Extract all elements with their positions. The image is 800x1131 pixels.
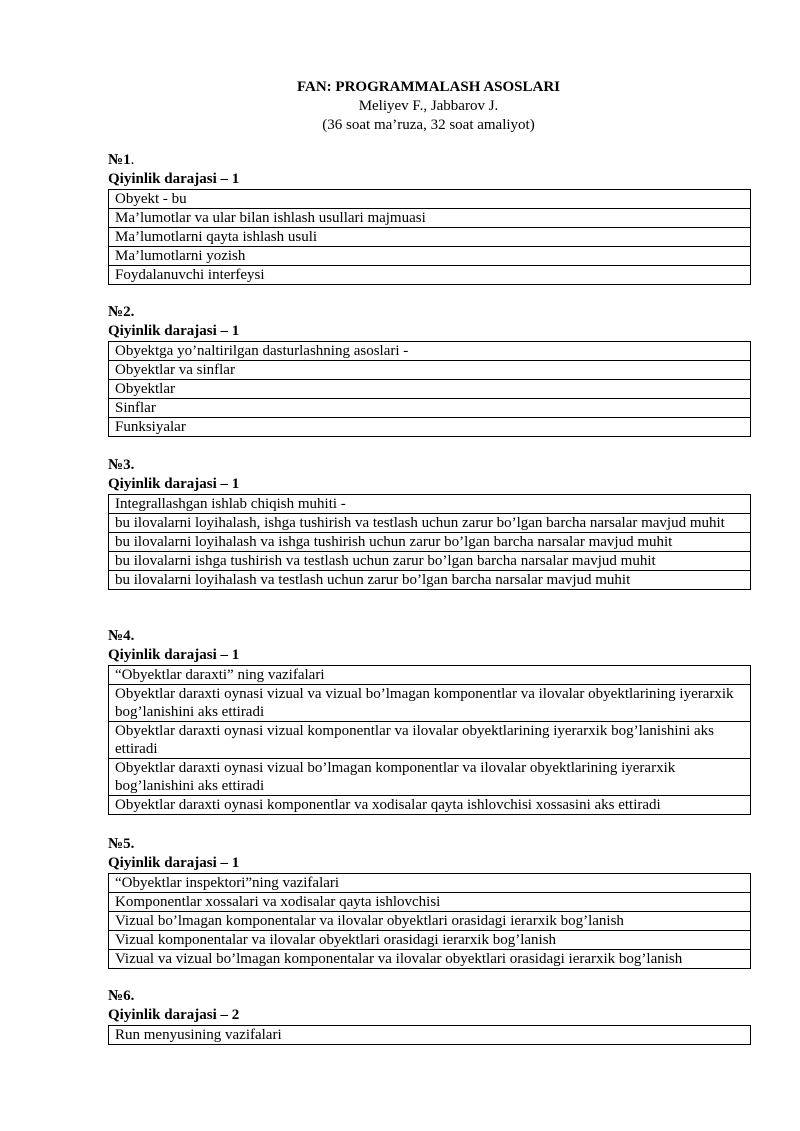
- answer-option-row: [109, 552, 751, 571]
- difficulty-level: Qiyinlik darajasi – 2: [108, 1007, 240, 1023]
- answer-option: Obyektlar: [109, 380, 751, 399]
- question-number: №3.: [108, 457, 135, 473]
- question-stem: Run menyusining vazifalari: [109, 1026, 751, 1045]
- question-stem: “Obyektlar daraxti” ning vazifalari: [109, 666, 751, 685]
- question-stem: “Obyektlar inspektori”ning vazifalari: [109, 874, 751, 893]
- question-table: [108, 665, 751, 815]
- answer-option-row: [109, 228, 751, 247]
- question-table: [108, 341, 751, 437]
- answer-option: Ma’lumotlarni qayta ishlash usuli: [109, 228, 751, 247]
- question-3: [108, 456, 751, 590]
- answer-option: Obyektlar daraxti oynasi vizual komponentlar va ilovalar obyektlarining iyerarxik bog’lanishini aks ettiradi: [109, 722, 751, 759]
- answer-option-row: [109, 399, 751, 418]
- answer-option: Foydalanuvchi interfeysi: [109, 266, 751, 285]
- question-stem: Integrallashgan ishlab chiqish muhiti -: [109, 495, 751, 514]
- answer-option-row: [109, 722, 751, 759]
- answer-option-row: [109, 209, 751, 228]
- answer-option: Obyektlar va sinflar: [109, 361, 751, 380]
- question-stem: Obyekt - bu: [109, 190, 751, 209]
- question-stem: Obyektga yo’naltirilgan dasturlashning asoslari -: [109, 342, 751, 361]
- answer-option: Obyektlar daraxti oynasi vizual va vizual bo’lmagan komponentlar va ilovalar obyektlarining iyerarxik bog’lanishini aks ettiradi: [109, 685, 751, 722]
- answer-option: bu ilovalarni ishga tushirish va testlash uchun zarur bo’lgan barcha narsalar mavjud muhit: [109, 552, 751, 571]
- question-table: [108, 189, 751, 285]
- question-2: [108, 303, 751, 437]
- question-number: №4.: [108, 628, 135, 644]
- answer-option: bu ilovalarni loyihalash va testlash uchun zarur bo’lgan barcha narsalar mavjud muhit: [109, 571, 751, 590]
- question-number: №5.: [108, 836, 135, 852]
- answer-option-row: [109, 571, 751, 590]
- course-title: FAN: PROGRAMMALASH ASOSLARI: [296, 79, 561, 95]
- answer-option: bu ilovalarni loyihalash, ishga tushirish va testlash uchun zarur bo’lgan barcha narsalar mavjud muhit: [109, 514, 751, 533]
- answer-option-row: [109, 266, 751, 285]
- difficulty-level: Qiyinlik darajasi – 1: [108, 476, 240, 492]
- document-header: [0, 78, 800, 135]
- answer-option: Obyektlar daraxti oynasi vizual bo’lmagan komponentlar va ilovalar obyektlarining iyerarxik bog’lanishini aks ettiradi: [109, 759, 751, 796]
- course-hours: (36 soat ma’ruza, 32 soat amaliyot): [322, 117, 535, 133]
- answer-option: Ma’lumotlar va ular bilan ishlash usullari majmuasi: [109, 209, 751, 228]
- answer-option-row: [109, 912, 751, 931]
- course-authors: Meliyev F., Jabbarov J.: [358, 98, 499, 114]
- answer-option-row: [109, 514, 751, 533]
- answer-option-row: [109, 418, 751, 437]
- question-table: [108, 1025, 751, 1045]
- answer-option-row: [109, 950, 751, 969]
- difficulty-level: Qiyinlik darajasi – 1: [108, 171, 240, 187]
- answer-option-row: [109, 796, 751, 815]
- answer-option: Obyektlar daraxti oynasi komponentlar va xodisalar qayta ishlovchisi xossasini aks ettiradi: [109, 796, 751, 815]
- question-number: №2.: [108, 304, 135, 320]
- answer-option: Sinflar: [109, 399, 751, 418]
- answer-option-row: [109, 759, 751, 796]
- question-number: №1.: [108, 152, 135, 168]
- answer-option: Vizual komponentalar va ilovalar obyektlari orasidagi ierarxik bog’lanish: [109, 931, 751, 950]
- question-stem-row: [109, 874, 751, 893]
- question-stem-row: [109, 495, 751, 514]
- question-table: [108, 494, 751, 590]
- question-stem-row: [109, 666, 751, 685]
- answer-option: Vizual va vizual bo’lmagan komponentalar va ilovalar obyektlari orasidagi ierarxik bog’lanish: [109, 950, 751, 969]
- question-table: [108, 873, 751, 969]
- difficulty-level: Qiyinlik darajasi – 1: [108, 323, 240, 339]
- question-6: [108, 987, 751, 1045]
- question-stem-row: [109, 342, 751, 361]
- answer-option: Ma’lumotlarni yozish: [109, 247, 751, 266]
- answer-option-row: [109, 533, 751, 552]
- answer-option: Komponentlar xossalari va xodisalar qayta ishlovchisi: [109, 893, 751, 912]
- question-number: №6.: [108, 988, 135, 1004]
- difficulty-level: Qiyinlik darajasi – 1: [108, 647, 240, 663]
- answer-option-row: [109, 893, 751, 912]
- answer-option-row: [109, 685, 751, 722]
- answer-option: bu ilovalarni loyihalash va ishga tushirish uchun zarur bo’lgan barcha narsalar mavjud muhit: [109, 533, 751, 552]
- difficulty-level: Qiyinlik darajasi – 1: [108, 855, 240, 871]
- answer-option: Funksiyalar: [109, 418, 751, 437]
- question-4: [108, 627, 751, 815]
- answer-option: Vizual bo’lmagan komponentalar va ilovalar obyektlari orasidagi ierarxik bog’lanish: [109, 912, 751, 931]
- question-stem-row: [109, 190, 751, 209]
- answer-option-row: [109, 380, 751, 399]
- question-5: [108, 835, 751, 969]
- question-1: [108, 151, 751, 285]
- answer-option-row: [109, 361, 751, 380]
- answer-option-row: [109, 247, 751, 266]
- answer-option-row: [109, 931, 751, 950]
- question-stem-row: [109, 1026, 751, 1045]
